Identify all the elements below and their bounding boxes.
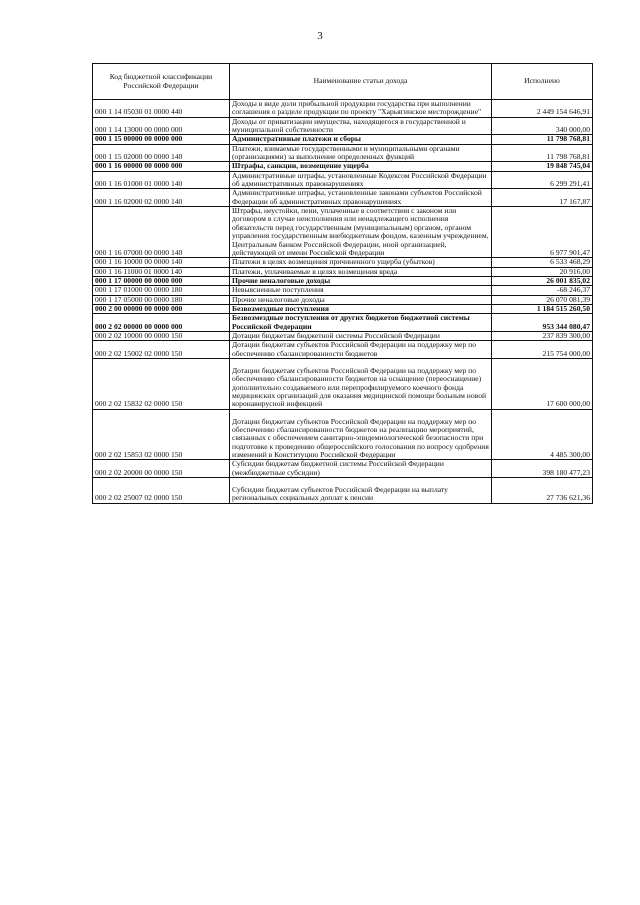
table-row	[93, 144, 593, 162]
header-name: Наименование статьи дохода	[230, 64, 492, 100]
cell-code: 000 2 02 10000 00 0000 150	[93, 331, 230, 340]
table-row	[93, 135, 593, 144]
cell-amount: 11 798 768,81	[492, 135, 593, 144]
table-row	[93, 295, 593, 304]
cell-code: 000 1 17 01000 00 0000 180	[93, 286, 230, 295]
cell-name: Штрафы, санкции, возмещение ущерба	[230, 162, 492, 171]
header-code: Код бюджетной классификации Российской Федерации	[93, 64, 230, 100]
table-row	[93, 341, 593, 359]
cell-name: Безвозмездные поступления	[230, 304, 492, 313]
cell-amount: 340 000,00	[492, 117, 593, 135]
cell-name: Безвозмездные поступления от других бюджетов бюджетной системы Российской Федерации	[230, 314, 492, 332]
cell-amount: 26 001 835,02	[492, 276, 593, 285]
table-row	[93, 100, 593, 118]
table-row	[93, 409, 593, 460]
cell-code: 000 2 02 25007 02 0000 150	[93, 478, 230, 504]
cell-name: Субсидии бюджетам субъектов Российской Федерации на выплату региональных социальных доплат к пенсии	[230, 478, 492, 504]
table-row	[93, 314, 593, 332]
cell-amount: 6 299 291,41	[492, 171, 593, 189]
cell-code: 000 1 17 05000 00 0000 180	[93, 295, 230, 304]
table-row	[93, 267, 593, 276]
cell-amount: 4 485 300,00	[492, 409, 593, 460]
cell-amount: 17 167,87	[492, 189, 593, 207]
cell-amount: 953 344 080,47	[492, 314, 593, 332]
cell-code: 000 1 14 13000 00 0000 000	[93, 117, 230, 135]
cell-amount: 215 754 000,00	[492, 341, 593, 359]
cell-name: Дотации бюджетам бюджетной системы Российской Федерации	[230, 331, 492, 340]
table-row	[93, 258, 593, 267]
cell-name: Штрафы, неустойки, пени, уплаченные в соответствии с законом или договором в случае неисполнения или ненадлежащего исполнения обязательств перед государственным (муниципальным) органом, органом управления государственным внебюджетным фондом, казенным учреждением, Центральным банком Российской Федерации, иной организацией, действующей от имени Российской Федерации	[230, 207, 492, 258]
cell-amount: 398 180 477,23	[492, 460, 593, 478]
cell-code: 000 1 16 11000 01 0000 140	[93, 267, 230, 276]
cell-code: 000 2 02 00000 00 0000 000	[93, 314, 230, 332]
cell-name: Невыясненные поступления	[230, 286, 492, 295]
cell-amount: 19 848 745,04	[492, 162, 593, 171]
cell-name: Доходы от приватизации имущества, находящегося в государственной и муниципальной собственности	[230, 117, 492, 135]
cell-amount: 6 977 901,47	[492, 207, 593, 258]
cell-amount: -68 246,37	[492, 286, 593, 295]
cell-name: Прочие неналоговые доходы	[230, 276, 492, 285]
cell-code: 000 1 16 02000 02 0000 140	[93, 189, 230, 207]
table-row	[93, 286, 593, 295]
cell-name: Платежи, взимаемые государственными и муниципальными органами (организациями) за выполнение определенных функций	[230, 144, 492, 162]
cell-amount: 27 736 621,36	[492, 478, 593, 504]
cell-name: Прочие неналоговые доходы	[230, 295, 492, 304]
cell-code: 000 1 16 01000 01 0000 140	[93, 171, 230, 189]
cell-code: 000 2 02 15002 02 0000 150	[93, 341, 230, 359]
table-row	[93, 189, 593, 207]
cell-code: 000 1 16 00000 00 0000 000	[93, 162, 230, 171]
header-amount: Исполнено	[492, 64, 593, 100]
table-row	[93, 478, 593, 504]
cell-code: 000 2 02 20000 00 0000 150	[93, 460, 230, 478]
cell-amount: 1 184 515 260,50	[492, 304, 593, 313]
cell-amount: 17 600 000,00	[492, 358, 593, 409]
cell-code: 000 1 15 02000 00 0000 140	[93, 144, 230, 162]
cell-code: 000 2 00 00000 00 0000 000	[93, 304, 230, 313]
table-row	[93, 460, 593, 478]
cell-code: 000 1 15 00000 00 0000 000	[93, 135, 230, 144]
cell-code: 000 1 16 10000 00 0000 140	[93, 258, 230, 267]
table-row	[93, 117, 593, 135]
table-row	[93, 358, 593, 409]
table-body	[93, 100, 593, 504]
table-header-row	[93, 64, 593, 100]
cell-code: 000 2 02 15832 02 0000 150	[93, 358, 230, 409]
cell-code: 000 1 17 00000 00 0000 000	[93, 276, 230, 285]
cell-name: Дотации бюджетам субъектов Российской Федерации на поддержку мер по обеспечению сбалансированности бюджетов на реализацию мероприятий, связанных с обеспечением санитарно-эпидемиологической безопасности при подготовке к проведению общероссийского голосования по вопросу одобрения изменений в Конституцию Российской Федерации	[230, 409, 492, 460]
cell-amount: 237 839 300,00	[492, 331, 593, 340]
cell-name: Субсидии бюджетам бюджетной системы Российской Федерации (межбюджетные субсидии)	[230, 460, 492, 478]
cell-amount: 2 449 154 646,91	[492, 100, 593, 118]
cell-name: Административные штрафы, установленные Кодексом Российской Федерации об административных правонарушениях	[230, 171, 492, 189]
cell-name: Административные платежи и сборы	[230, 135, 492, 144]
cell-code: 000 1 16 07000 00 0000 140	[93, 207, 230, 258]
cell-name: Дотации бюджетам субъектов Российской Федерации на поддержку мер по обеспечению сбалансированности бюджетов	[230, 341, 492, 359]
cell-name: Дотации бюджетам субъектов Российской Федерации на поддержку мер по обеспечению сбалансированности бюджетов на оснащение (переоснащение) дополнительно создаваемого или перепрофилируемого коечного фонда медицинских организаций для оказания медицинской помощи больным новой коронавирусной инфекцией	[230, 358, 492, 409]
cell-amount: 26 070 081,39	[492, 295, 593, 304]
cell-amount: 6 533 468,29	[492, 258, 593, 267]
cell-name: Платежи в целях возмещения причиненного ущерба (убытков)	[230, 258, 492, 267]
cell-amount: 11 798 768,81	[492, 144, 593, 162]
cell-name: Платежи, уплачиваемые в целях возмещения вреда	[230, 267, 492, 276]
revenue-table	[92, 63, 593, 504]
cell-code: 000 1 14 05030 01 0000 440	[93, 100, 230, 118]
cell-amount: 20 916,00	[492, 267, 593, 276]
cell-name: Доходы в виде доли прибыльной продукции государства при выполнении соглашения о разделе продукции по проекту "Харьягинское месторождение"	[230, 100, 492, 118]
table-row	[93, 207, 593, 258]
table-row	[93, 171, 593, 189]
page-number: 3	[317, 30, 323, 42]
table-row	[93, 162, 593, 171]
cell-code: 000 2 02 15853 02 0000 150	[93, 409, 230, 460]
cell-name: Административные штрафы, установленные законами субъектов Российской Федерации об административных правонарушениях	[230, 189, 492, 207]
